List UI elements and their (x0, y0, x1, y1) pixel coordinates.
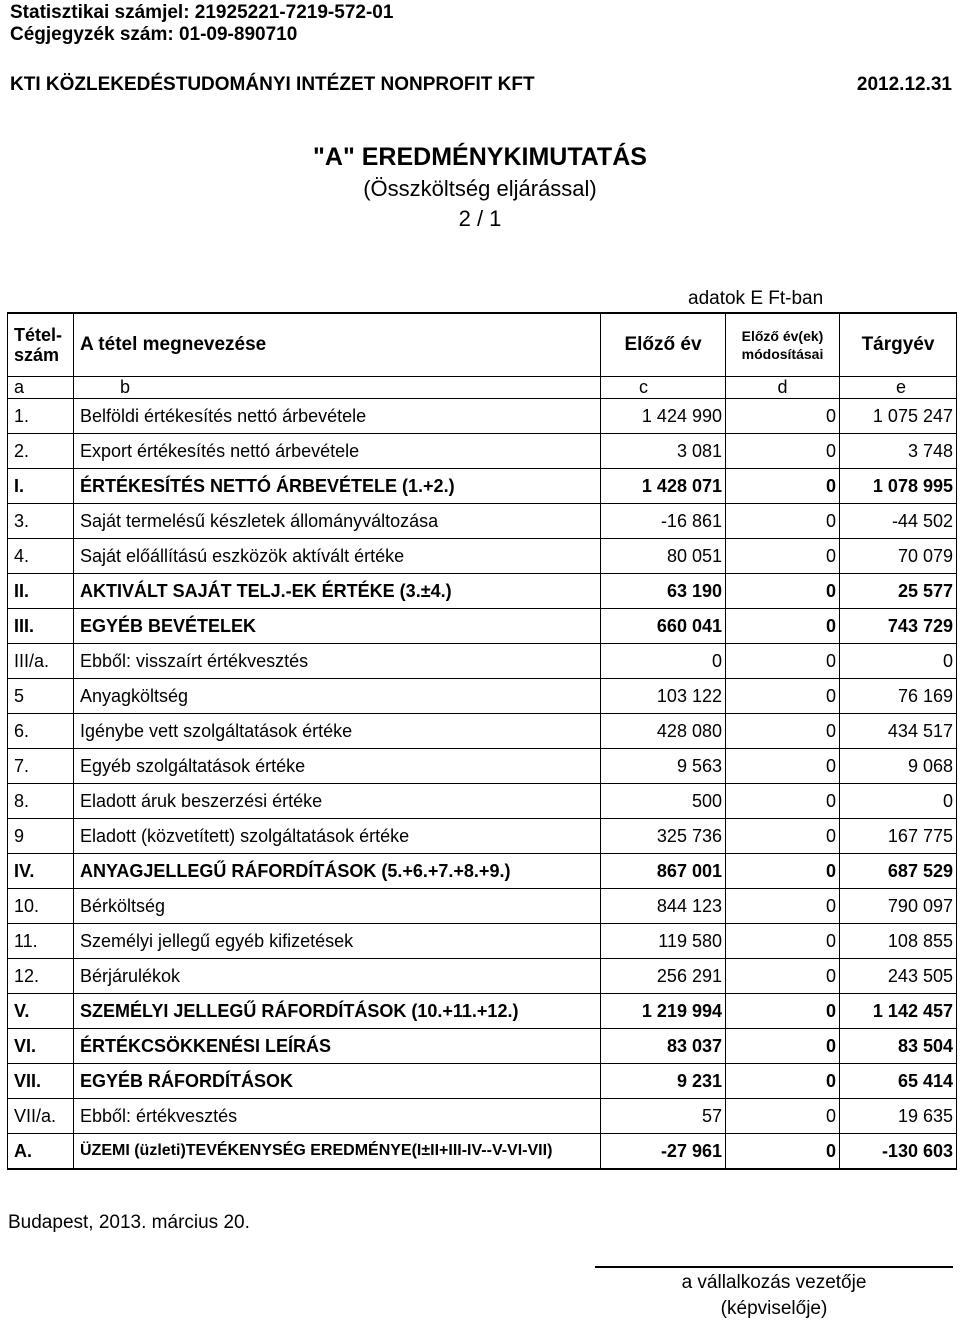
table-row (8, 434, 957, 469)
row-name: ÉRTÉKESÍTÉS NETTÓ ÁRBEVÉTELE (1.+2.) (74, 469, 601, 504)
row-modifications: 0 (726, 1099, 840, 1134)
row-modifications: 0 (726, 504, 840, 539)
row-prev-year: 1 428 071 (601, 469, 726, 504)
letter-e: e (840, 377, 957, 399)
row-prev-year: 660 041 (601, 609, 726, 644)
row-modifications: 0 (726, 889, 840, 924)
row-prev-year: 63 190 (601, 574, 726, 609)
row-code: VII. (8, 1064, 74, 1099)
row-modifications: 0 (726, 924, 840, 959)
statistical-number: Statisztikai számjel: 21925221-7219-572-01 (10, 2, 394, 23)
row-code: 10. (8, 889, 74, 924)
row-current-year: 434 517 (840, 714, 957, 749)
row-code: III/a. (8, 644, 74, 679)
row-current-year: 243 505 (840, 959, 957, 994)
row-current-year: 0 (840, 784, 957, 819)
document-subtitle: (Összköltség eljárással) (363, 176, 597, 201)
units-note: adatok E Ft-ban (688, 288, 824, 309)
table-row (8, 784, 957, 819)
row-modifications: 0 (726, 1064, 840, 1099)
table-row (8, 539, 957, 574)
row-name: Személyi jellegű egyéb kifizetések (74, 924, 601, 959)
letter-c: c (601, 377, 726, 399)
row-current-year: 790 097 (840, 889, 957, 924)
row-prev-year: 3 081 (601, 434, 726, 469)
table-row (8, 399, 957, 434)
row-modifications: 0 (726, 434, 840, 469)
row-current-year: 167 775 (840, 819, 957, 854)
row-prev-year: 256 291 (601, 959, 726, 994)
row-current-year: -130 603 (840, 1134, 957, 1170)
table-row (8, 1029, 957, 1064)
row-modifications: 0 (726, 399, 840, 434)
row-modifications: 0 (726, 574, 840, 609)
row-current-year: 25 577 (840, 574, 957, 609)
table-row (8, 504, 957, 539)
row-name: ÜZEMI (üzleti)TEVÉKENYSÉG EREDMÉNYE(I±II+III-IV--V-VI-VII) (74, 1134, 601, 1170)
row-current-year: 3 748 (840, 434, 957, 469)
row-current-year: 687 529 (840, 854, 957, 889)
row-current-year: 1 075 247 (840, 399, 957, 434)
row-name: Eladott (közvetített) szolgáltatások értéke (74, 819, 601, 854)
row-code: IV. (8, 854, 74, 889)
table-row (8, 679, 957, 714)
report-date: 2012.12.31 (856, 74, 952, 95)
row-name: Anyagköltség (74, 679, 601, 714)
row-current-year: 108 855 (840, 924, 957, 959)
row-prev-year: 0 (601, 644, 726, 679)
row-code: 12. (8, 959, 74, 994)
row-name: Ebből: visszaírt értékvesztés (74, 644, 601, 679)
row-modifications: 0 (726, 644, 840, 679)
row-modifications: 0 (726, 609, 840, 644)
row-name: Saját termelésű készletek állományváltozása (74, 504, 601, 539)
table-row (8, 1134, 957, 1170)
header-modifications: Előző év(ek) módosításai (726, 313, 840, 377)
row-code: VI. (8, 1029, 74, 1064)
row-code: VII/a. (8, 1099, 74, 1134)
row-modifications: 0 (726, 784, 840, 819)
table-row (8, 959, 957, 994)
row-code: 9 (8, 819, 74, 854)
row-current-year: 19 635 (840, 1099, 957, 1134)
row-current-year: -44 502 (840, 504, 957, 539)
row-name: AKTIVÁLT SAJÁT TELJ.-EK ÉRTÉKE (3.±4.) (74, 574, 601, 609)
table-row (8, 889, 957, 924)
table-row (8, 644, 957, 679)
row-name: EGYÉB RÁFORDÍTÁSOK (74, 1064, 601, 1099)
row-current-year: 1 078 995 (840, 469, 957, 504)
row-name: ANYAGJELLEGŰ RÁFORDÍTÁSOK (5.+6.+7.+8.+9.) (74, 854, 601, 889)
row-current-year: 743 729 (840, 609, 957, 644)
row-name: Bérköltség (74, 889, 601, 924)
table-row (8, 574, 957, 609)
row-code: A. (8, 1134, 74, 1170)
table-row (8, 469, 957, 504)
signature-caption-representative: (képviselője) (720, 1298, 828, 1319)
table-header-row (8, 313, 957, 377)
row-prev-year: -16 861 (601, 504, 726, 539)
row-modifications: 0 (726, 994, 840, 1029)
row-prev-year: 325 736 (601, 819, 726, 854)
row-current-year: 83 504 (840, 1029, 957, 1064)
row-code: I. (8, 469, 74, 504)
row-prev-year: 428 080 (601, 714, 726, 749)
row-current-year: 65 414 (840, 1064, 957, 1099)
row-modifications: 0 (726, 469, 840, 504)
page-number: 2 / 1 (458, 206, 502, 231)
row-prev-year: 119 580 (601, 924, 726, 959)
row-modifications: 0 (726, 749, 840, 784)
row-prev-year: 844 123 (601, 889, 726, 924)
table-row (8, 609, 957, 644)
signature-caption: a vállalkozás vezetője (681, 1272, 867, 1293)
row-current-year: 0 (840, 644, 957, 679)
signature-line (595, 1266, 953, 1268)
table-row (8, 819, 957, 854)
row-code: 8. (8, 784, 74, 819)
header-name: A tétel megnevezése (74, 313, 601, 377)
row-modifications: 0 (726, 539, 840, 574)
row-current-year: 70 079 (840, 539, 957, 574)
row-code: 3. (8, 504, 74, 539)
header-prev-year: Előző év (601, 313, 726, 377)
row-name: Igénybe vett szolgáltatások értéke (74, 714, 601, 749)
row-code: V. (8, 994, 74, 1029)
income-statement-table (7, 312, 957, 1170)
row-prev-year: 867 001 (601, 854, 726, 889)
row-prev-year: 1 424 990 (601, 399, 726, 434)
row-prev-year: 83 037 (601, 1029, 726, 1064)
letter-b: b (74, 377, 601, 399)
row-name: Export értékesítés nettó árbevétele (74, 434, 601, 469)
column-letter-row (8, 377, 957, 399)
header-current-year: Tárgyév (840, 313, 957, 377)
row-prev-year: 9 231 (601, 1064, 726, 1099)
row-name: Eladott áruk beszerzési értéke (74, 784, 601, 819)
row-name: Ebből: értékvesztés (74, 1099, 601, 1134)
row-code: 6. (8, 714, 74, 749)
row-modifications: 0 (726, 854, 840, 889)
row-prev-year: 1 219 994 (601, 994, 726, 1029)
row-code: II. (8, 574, 74, 609)
company-name: KTI KÖZLEKEDÉSTUDOMÁNYI INTÉZET NONPROFIT KFT (10, 74, 535, 95)
table-row (8, 714, 957, 749)
table-row (8, 749, 957, 784)
letter-a: a (8, 377, 74, 399)
row-prev-year: 57 (601, 1099, 726, 1134)
row-name: Belföldi értékesítés nettó árbevétele (74, 399, 601, 434)
row-code: 4. (8, 539, 74, 574)
row-name: Egyéb szolgáltatások értéke (74, 749, 601, 784)
table-row (8, 1064, 957, 1099)
row-name: EGYÉB BEVÉTELEK (74, 609, 601, 644)
row-prev-year: 9 563 (601, 749, 726, 784)
row-name: ÉRTÉKCSÖKKENÉSI LEÍRÁS (74, 1029, 601, 1064)
row-code: 1. (8, 399, 74, 434)
company-registration-number: Cégjegyzék szám: 01-09-890710 (10, 24, 298, 45)
row-code: III. (8, 609, 74, 644)
table-row (8, 854, 957, 889)
table-row (8, 924, 957, 959)
document-title: "A" EREDMÉNYKIMUTATÁS (313, 143, 647, 171)
table-row (8, 994, 957, 1029)
place-and-date: Budapest, 2013. március 20. (8, 1212, 250, 1233)
row-code: 7. (8, 749, 74, 784)
row-current-year: 1 142 457 (840, 994, 957, 1029)
row-modifications: 0 (726, 714, 840, 749)
row-current-year: 76 169 (840, 679, 957, 714)
row-code: 5 (8, 679, 74, 714)
row-prev-year: 80 051 (601, 539, 726, 574)
row-modifications: 0 (726, 679, 840, 714)
letter-d: d (726, 377, 840, 399)
row-code: 11. (8, 924, 74, 959)
row-modifications: 0 (726, 1029, 840, 1064)
row-modifications: 0 (726, 819, 840, 854)
row-current-year: 9 068 (840, 749, 957, 784)
header-code: Tétel- szám (8, 313, 74, 377)
row-name: SZEMÉLYI JELLEGŰ RÁFORDÍTÁSOK (10.+11.+12.) (74, 994, 601, 1029)
row-modifications: 0 (726, 959, 840, 994)
row-modifications: 0 (726, 1134, 840, 1170)
row-code: 2. (8, 434, 74, 469)
row-name: Saját előállítású eszközök aktívált értéke (74, 539, 601, 574)
row-prev-year: -27 961 (601, 1134, 726, 1170)
row-name: Bérjárulékok (74, 959, 601, 994)
table-row (8, 1099, 957, 1134)
row-prev-year: 500 (601, 784, 726, 819)
row-prev-year: 103 122 (601, 679, 726, 714)
